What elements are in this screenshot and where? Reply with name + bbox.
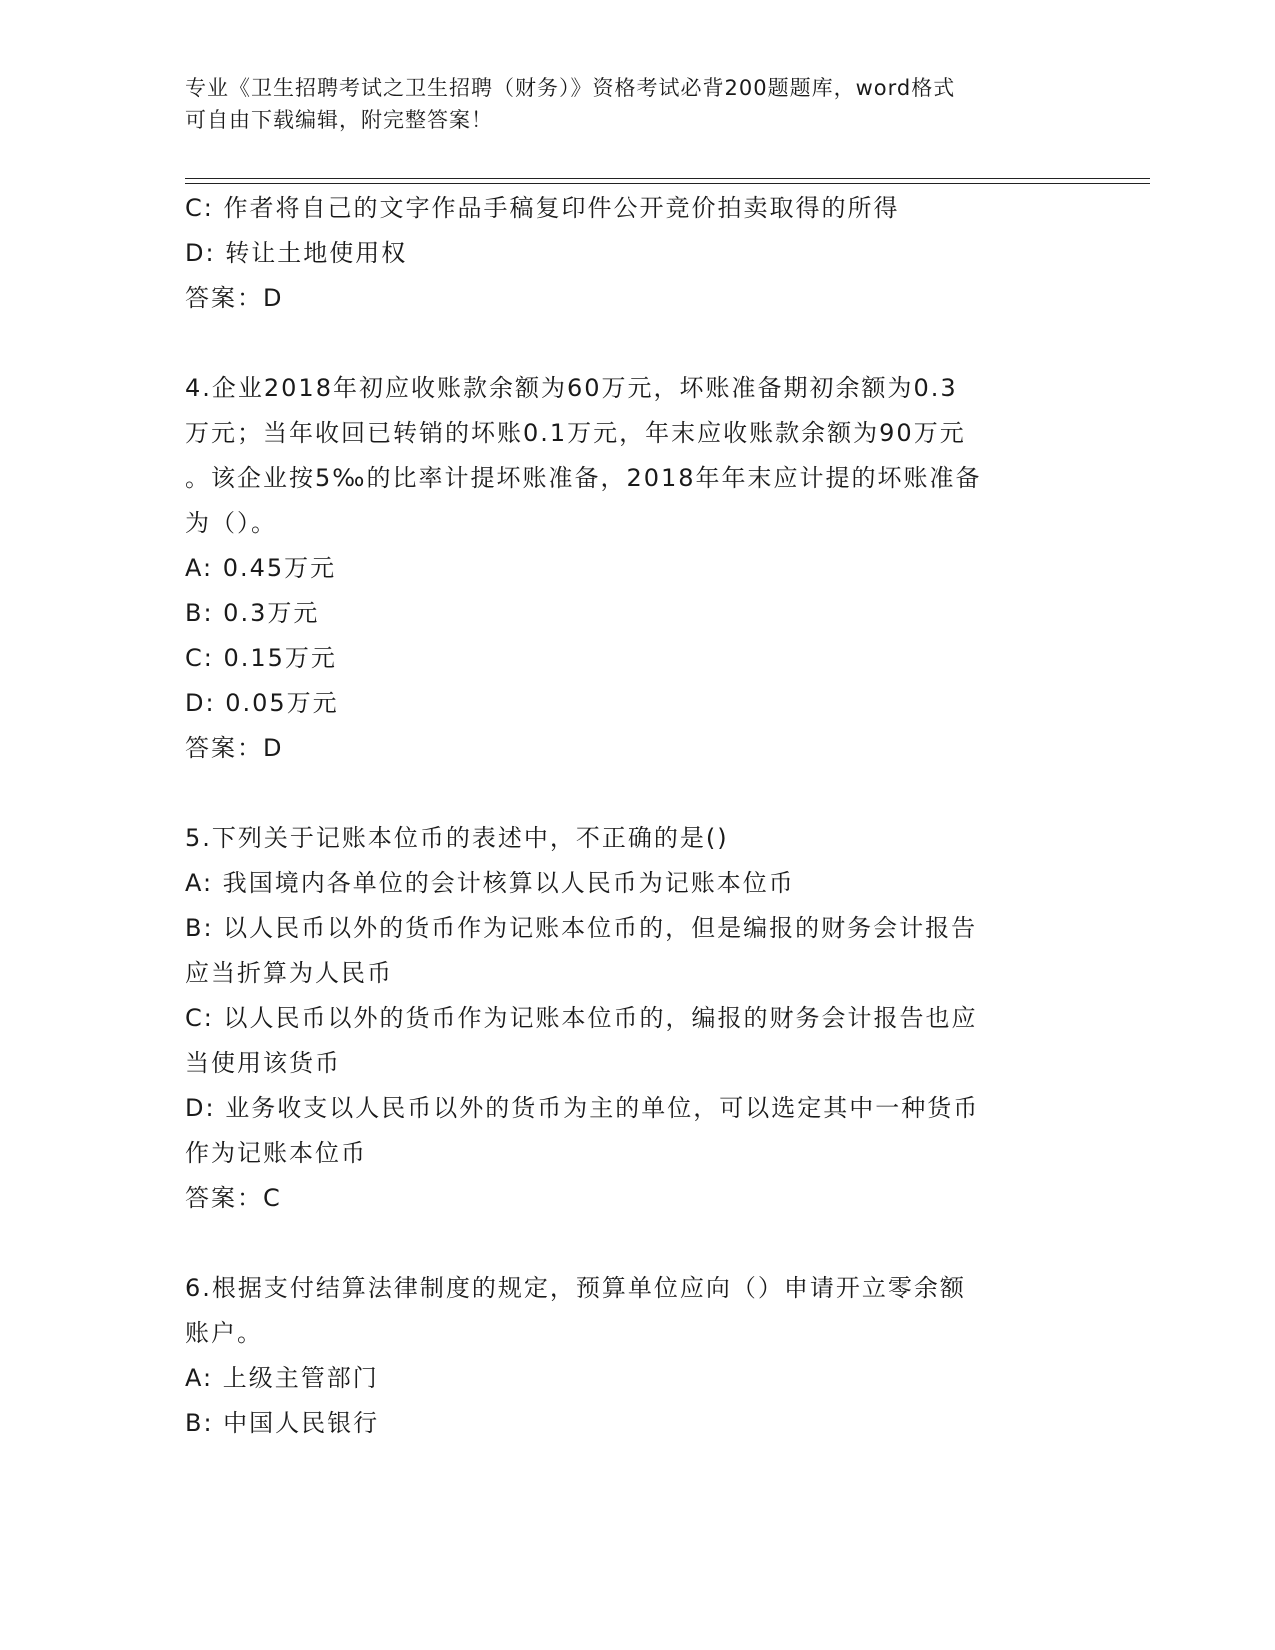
question-stem-line: 6.根据支付结算法律制度的规定，预算单位应向（）申请开立零余额 bbox=[185, 1274, 966, 1302]
option-a: A: 我国境内各单位的会计核算以人民币为记账本位币 bbox=[185, 869, 795, 897]
option-a: A: 上级主管部门 bbox=[185, 1364, 379, 1392]
question-stem-line: 。该企业按5‰的比率计提坏账准备，2018年年末应计提的坏账准备 bbox=[185, 464, 982, 492]
question-stem-line: 账户。 bbox=[185, 1319, 263, 1347]
option-b-continued: 应当折算为人民币 bbox=[185, 959, 393, 987]
document-header bbox=[185, 72, 1085, 136]
question-stem-line: 4.企业2018年初应收账款余额为60万元，坏账准备期初余额为0.3 bbox=[185, 374, 958, 402]
answer-line: 答案：D bbox=[185, 284, 284, 312]
answer-line: 答案：C bbox=[185, 1184, 282, 1212]
question-5 bbox=[185, 816, 1085, 1221]
question-4 bbox=[185, 366, 1085, 771]
answer-line: 答案：D bbox=[185, 734, 284, 762]
option-c: C: 作者将自己的文字作品手稿复印件公开竞价拍卖取得的所得 bbox=[185, 194, 900, 222]
option-b: B: 0.3万元 bbox=[185, 599, 320, 627]
spacer bbox=[185, 771, 1085, 816]
option-d: D: 业务收支以人民币以外的货币为主的单位，可以选定其中一种货币 bbox=[185, 1094, 980, 1122]
option-c-continued: 当使用该货币 bbox=[185, 1049, 341, 1077]
option-b: B: 以人民币以外的货币作为记账本位币的，但是编报的财务会计报告 bbox=[185, 914, 978, 942]
option-c: C: 0.15万元 bbox=[185, 644, 337, 672]
option-c: C: 以人民币以外的货币作为记账本位币的，编报的财务会计报告也应 bbox=[185, 1004, 978, 1032]
option-d: D: 0.05万元 bbox=[185, 689, 339, 717]
header-line-2: 可自由下载编辑，附完整答案！ bbox=[185, 108, 493, 132]
header-rule-bottom bbox=[185, 183, 1150, 184]
option-a: A: 0.45万元 bbox=[185, 554, 337, 582]
spacer bbox=[185, 1221, 1085, 1266]
question-6 bbox=[185, 1266, 1085, 1446]
document-body bbox=[185, 186, 1085, 1446]
option-d-continued: 作为记账本位币 bbox=[185, 1139, 367, 1167]
spacer bbox=[185, 321, 1085, 366]
question-stem-line: 万元；当年收回已转销的坏账0.1万元，年末应收账款余额为90万元 bbox=[185, 419, 966, 447]
header-line-1: 专业《卫生招聘考试之卫生招聘（财务）》资格考试必背200题题库，word格式 bbox=[185, 76, 956, 100]
option-b: B: 中国人民银行 bbox=[185, 1409, 380, 1437]
header-rule-top bbox=[185, 178, 1150, 179]
option-d: D: 转让土地使用权 bbox=[185, 239, 408, 267]
question-stem-line: 为（）。 bbox=[185, 509, 277, 537]
question-stem: 5.下列关于记账本位币的表述中，不正确的是() bbox=[185, 824, 729, 852]
question-3-continuation bbox=[185, 186, 1085, 321]
